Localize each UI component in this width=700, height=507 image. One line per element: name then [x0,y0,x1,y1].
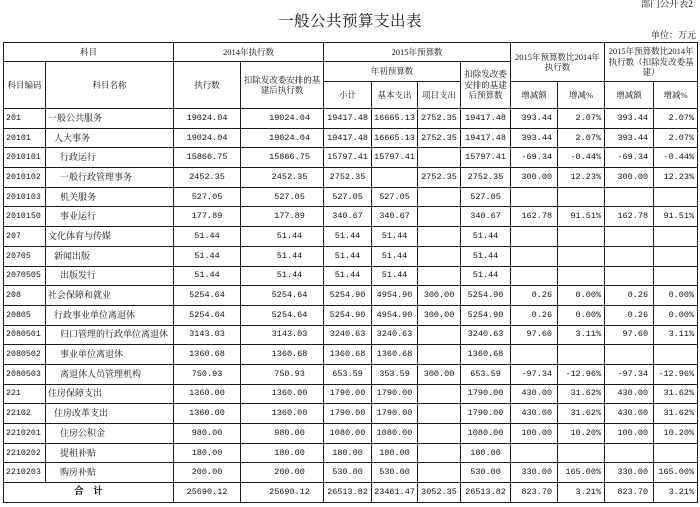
exec-2014-cell: 5254.64 [174,286,241,306]
subject-code-cell: 2080503 [4,364,46,384]
budget-subtotal-cell: 527.05 [324,187,372,207]
change-pct-excl-cell [654,246,698,266]
budget-basic-cell: 3240.63 [372,325,418,345]
header-change-amount-excl: 增减额 [605,82,654,109]
header-exec-excl: 扣除发改委安排的基建后执行数 [241,62,324,109]
table-row [4,286,698,306]
budget-project-cell: 300.00 [418,364,461,384]
table-row [4,404,698,424]
change-amount-cell: 97.60 [511,325,558,345]
budget-excl-cell: 340.67 [461,207,511,227]
budget-basic-cell: 1790.00 [372,384,418,404]
change-pct-cell: 3.11% [558,325,605,345]
budget-basic-cell: 4954.90 [372,305,418,325]
budget-basic-cell: 15797.41 [372,148,418,168]
subject-code-cell: 2210201 [4,424,46,444]
budget-basic-cell: 16665.13 [372,109,418,129]
subject-name-cell: 住房保障支出 [46,384,174,404]
change-pct-excl-cell: 165.00% [654,463,698,483]
budget-excl-cell: 15797.41 [461,148,511,168]
budget-subtotal-cell: 1360.68 [324,345,372,365]
change-amount-cell [511,266,558,286]
budget-excl-cell: 51.44 [461,227,511,247]
change-pct-cell: 31.62% [558,404,605,424]
change-amount-cell: 162.78 [511,207,558,227]
budget-subtotal-cell: 15797.41 [324,148,372,168]
change-pct-excl-cell: 3.11% [654,325,698,345]
budget-excl-cell: 1360.68 [461,345,511,365]
budget-basic-cell: 16665.13 [372,128,418,148]
budget-subtotal-cell: 19417.48 [324,109,372,129]
change-amount-cell: 100.00 [511,424,558,444]
header-change-pct-excl: 增减% [654,82,698,109]
exec-2014-cell: 180.00 [174,443,241,463]
change-amount-excl-cell: 100.00 [605,424,654,444]
header-subject-code: 科目编码 [4,62,46,109]
change-pct-cell [558,187,605,207]
budget-project-cell [418,266,461,286]
exec-2014-excl-cell: 19024.04 [241,109,324,129]
budget-excl-cell: 19417.48 [461,128,511,148]
header-exec: 执行数 [174,62,241,109]
budget-subtotal-cell: 3240.63 [324,325,372,345]
budget-project-cell [418,246,461,266]
change-amount-cell: 330.00 [511,463,558,483]
change-pct-excl-cell [654,345,698,365]
exec-2014-cell: 15866.75 [174,148,241,168]
change-pct-cell: 2.07% [558,128,605,148]
change-amount-excl-cell: 430.00 [605,384,654,404]
table-row [4,266,698,286]
budget-subtotal-cell: 1790.00 [324,384,372,404]
exec-2014-excl-cell: 200.00 [241,463,324,483]
change-amount-excl-cell: 330.00 [605,463,654,483]
budget-subtotal-cell: 51.44 [324,266,372,286]
table-row [4,364,698,384]
change-pct-cell [558,345,605,365]
subject-name-cell: 新闻出版 [46,246,174,266]
change-amount-excl-cell: 0.26 [605,305,654,325]
table-row [4,463,698,483]
change-pct-cell: 10.20% [558,424,605,444]
exec-2014-excl-cell: 180.00 [241,443,324,463]
header-diff-excl: 2015年预算数比2014年执行数（扣除发改委基建） [605,43,698,82]
table-row [4,345,698,365]
exec-2014-excl-cell: 51.44 [241,266,324,286]
change-amount-cell [511,187,558,207]
exec-2014-cell: 1360.00 [174,384,241,404]
total-row [4,483,698,503]
budget-project-cell [418,325,461,345]
budget-excl-cell: 1790.00 [461,404,511,424]
change-amount-excl-cell: -69.34 [605,148,654,168]
budget-project-cell: 300.00 [418,305,461,325]
budget-excl-cell: 527.05 [461,187,511,207]
table-row [4,227,698,247]
change-pct-excl-cell [654,266,698,286]
subject-code-cell: 2070505 [4,266,46,286]
change-pct-cell [558,227,605,247]
change-amount-cell: -97.34 [511,364,558,384]
exec-2014-excl-cell: 5254.64 [241,286,324,306]
change-pct-excl-cell: 0.00% [654,286,698,306]
change-pct-excl-cell: 2.07% [654,109,698,129]
change-pct-excl-cell [654,227,698,247]
exec-2014-cell: 2452.35 [174,168,241,188]
change-amount-excl-cell: 393.44 [605,109,654,129]
budget-project-cell [418,207,461,227]
exec-2014-cell: 1360.68 [174,345,241,365]
subject-name-cell: 机关服务 [46,187,174,207]
budget-basic-cell: 527.05 [372,187,418,207]
change-pct-cell: 165.00% [558,463,605,483]
change-amount-excl-cell [605,227,654,247]
exec-2014-cell: 980.00 [174,424,241,444]
table-row [4,148,698,168]
subject-name-cell: 购房补贴 [46,463,174,483]
budget-excl-cell: 51.44 [461,266,511,286]
exec-2014-cell: 1360.00 [174,404,241,424]
budget-project-cell [418,443,461,463]
table-body [4,109,698,503]
change-pct-excl-cell: 91.51% [654,207,698,227]
change-amount-excl-cell: 300.00 [605,168,654,188]
change-amount-cell: 300.00 [511,168,558,188]
header-row-1 [4,43,698,62]
budget-basic-cell [372,168,418,188]
change-amount-cell: 430.00 [511,404,558,424]
budget-excl-cell: 653.59 [461,364,511,384]
header-diff: 2015年预算数比2014年执行数 [511,43,605,82]
table-row [4,246,698,266]
subject-code-cell: 20805 [4,305,46,325]
change-pct-cell [558,443,605,463]
budget-project-cell [418,148,461,168]
budget-subtotal-cell: 180.00 [324,443,372,463]
budget-basic-cell: 180.00 [372,443,418,463]
subject-name-cell: 住房改革支出 [46,404,174,424]
exec-2014-excl-cell: 750.93 [241,364,324,384]
budget-excl-cell: 530.00 [461,463,511,483]
budget-basic-cell: 51.44 [372,266,418,286]
disclosure-table-number: 部门公开表2 [640,0,693,10]
change-pct-cell: 0.00% [558,286,605,306]
exec-2014-excl-cell: 15866.75 [241,148,324,168]
budget-subtotal-cell: 19417.48 [324,128,372,148]
change-amount-cell [511,227,558,247]
subject-code-cell: 2210203 [4,463,46,483]
budget-excl-cell: 2752.35 [461,168,511,188]
unit-label: 单位：万元 [650,30,696,40]
total-change-amount-excl-cell: 823.70 [605,483,654,503]
budget-excl-cell: 5254.90 [461,286,511,306]
budget-basic-cell: 1360.68 [372,345,418,365]
exec-2014-excl-cell: 19024.04 [241,128,324,148]
change-amount-cell [511,246,558,266]
budget-project-cell: 2752.35 [418,128,461,148]
exec-2014-excl-cell: 51.44 [241,246,324,266]
exec-2014-excl-cell: 5254.64 [241,305,324,325]
total-budget-excl-cell: 26513.82 [461,483,511,503]
table-row [4,168,698,188]
subject-name-cell: 提租补贴 [46,443,174,463]
change-amount-cell [511,345,558,365]
table-row [4,109,698,129]
change-amount-excl-cell [605,443,654,463]
change-amount-cell: 0.26 [511,286,558,306]
budget-basic-cell: 1790.00 [372,404,418,424]
table-row [4,187,698,207]
change-pct-excl-cell [654,443,698,463]
subject-name-cell: 事业单位离退休 [46,345,174,365]
table-row [4,443,698,463]
change-pct-excl-cell: -0.44% [654,148,698,168]
subject-code-cell: 2080502 [4,345,46,365]
change-pct-excl-cell: 31.62% [654,404,698,424]
change-amount-excl-cell: 0.26 [605,286,654,306]
change-amount-cell: -69.34 [511,148,558,168]
budget-basic-cell: 51.44 [372,246,418,266]
change-amount-excl-cell: 430.00 [605,404,654,424]
exec-2014-excl-cell: 980.00 [241,424,324,444]
change-amount-excl-cell: 97.60 [605,325,654,345]
change-amount-excl-cell: -97.34 [605,364,654,384]
subject-name-cell: 行政事业单位离退休 [46,305,174,325]
exec-2014-cell: 3143.03 [174,325,241,345]
change-pct-excl-cell: 12.23% [654,168,698,188]
table-row [4,384,698,404]
exec-2014-excl-cell: 1360.00 [241,384,324,404]
exec-2014-excl-cell: 2452.35 [241,168,324,188]
change-pct-cell: -0.44% [558,148,605,168]
budget-subtotal-cell: 51.44 [324,227,372,247]
exec-2014-cell: 5254.64 [174,305,241,325]
budget-excl-cell: 5254.90 [461,305,511,325]
total-budget-project-cell: 3052.35 [418,483,461,503]
budget-project-cell: 2752.35 [418,109,461,129]
page-title: 一般公共预算支出表 [277,13,422,30]
budget-excl-cell: 1790.00 [461,384,511,404]
change-pct-excl-cell: 10.20% [654,424,698,444]
exec-2014-cell: 19024.04 [174,128,241,148]
exec-2014-cell: 51.44 [174,227,241,247]
total-exec-2014-excl-cell: 25690.12 [241,483,324,503]
subject-code-cell: 2010150 [4,207,46,227]
budget-subtotal-cell: 51.44 [324,246,372,266]
budget-subtotal-cell: 1790.00 [324,404,372,424]
subject-code-cell: 207 [4,227,46,247]
budget-subtotal-cell: 340.67 [324,207,372,227]
change-amount-cell: 393.44 [511,128,558,148]
budget-project-cell: 2752.35 [418,168,461,188]
total-exec-2014-cell: 25690.12 [174,483,241,503]
change-amount-excl-cell: 393.44 [605,128,654,148]
subject-code-cell: 2010102 [4,168,46,188]
table-row [4,305,698,325]
header-project: 项目支出 [418,82,461,109]
subject-name-cell: 人大事务 [46,128,174,148]
change-pct-cell: 91.51% [558,207,605,227]
subject-name-cell: 离退休人员管理机构 [46,364,174,384]
change-amount-cell [511,443,558,463]
subject-name-cell: 事业运行 [46,207,174,227]
subject-code-cell: 20705 [4,246,46,266]
change-amount-cell: 0.26 [511,305,558,325]
change-amount-excl-cell [605,266,654,286]
budget-subtotal-cell: 1080.00 [324,424,372,444]
budget-project-cell: 300.00 [418,286,461,306]
exec-2014-excl-cell: 51.44 [241,227,324,247]
subject-code-cell: 221 [4,384,46,404]
header-change-pct: 增减% [558,82,605,109]
subject-code-cell: 208 [4,286,46,306]
exec-2014-excl-cell: 3143.03 [241,325,324,345]
budget-basic-cell: 1080.00 [372,424,418,444]
change-pct-excl-cell: -12.96% [654,364,698,384]
change-pct-cell: 2.07% [558,109,605,129]
total-budget-subtotal-cell: 26513.82 [324,483,372,503]
header-subtotal: 小计 [324,82,372,109]
subject-code-cell: 2010103 [4,187,46,207]
change-pct-cell: -12.96% [558,364,605,384]
subject-code-cell: 201 [4,109,46,129]
header-change-amount: 增减额 [511,82,558,109]
budget-subtotal-cell: 2752.35 [324,168,372,188]
header-basic: 基本支出 [372,82,418,109]
subject-name-cell: 行政运行 [46,148,174,168]
budget-project-cell [418,424,461,444]
exec-2014-cell: 527.05 [174,187,241,207]
total-budget-basic-cell: 23461.47 [372,483,418,503]
change-amount-excl-cell [605,345,654,365]
subject-code-cell: 2080501 [4,325,46,345]
budget-basic-cell: 340.67 [372,207,418,227]
total-change-amount-cell: 823.70 [511,483,558,503]
change-pct-cell [558,246,605,266]
subject-code-cell: 2010101 [4,148,46,168]
subject-code-cell: 22102 [4,404,46,424]
budget-project-cell [418,345,461,365]
exec-2014-excl-cell: 527.05 [241,187,324,207]
change-pct-excl-cell: 31.62% [654,384,698,404]
budget-project-cell [418,463,461,483]
header-exec-2014: 2014年执行数 [174,43,324,62]
budget-subtotal-cell: 5254.90 [324,286,372,306]
budget-excl-cell: 180.00 [461,443,511,463]
change-amount-excl-cell: 162.78 [605,207,654,227]
exec-2014-cell: 200.00 [174,463,241,483]
total-label: 合 计 [4,483,174,503]
subject-name-cell: 文化体育与传媒 [46,227,174,247]
header-budget-excl: 扣除发改委安排的基建后预算数 [461,62,511,109]
table-row [4,207,698,227]
budget-project-cell [418,404,461,424]
budget-excl-cell: 51.44 [461,246,511,266]
subject-name-cell: 社会保障和就业 [46,286,174,306]
budget-excl-cell: 3240.63 [461,325,511,345]
subject-code-cell: 2210202 [4,443,46,463]
exec-2014-excl-cell: 1360.00 [241,404,324,424]
exec-2014-cell: 177.89 [174,207,241,227]
change-pct-excl-cell: 0.00% [654,305,698,325]
header-budget-2015: 2015年预算数 [324,43,511,62]
header-initial-budget: 年初预算数 [324,62,461,82]
subject-code-cell: 20101 [4,128,46,148]
table-row [4,424,698,444]
total-change-pct-excl-cell: 3.21% [654,483,698,503]
exec-2014-excl-cell: 1360.68 [241,345,324,365]
subject-name-cell: 一般公共服务 [46,109,174,129]
subject-name-cell: 一般行政管理事务 [46,168,174,188]
budget-basic-cell: 353.59 [372,364,418,384]
exec-2014-cell: 750.93 [174,364,241,384]
table-row [4,325,698,345]
subject-name-cell: 住房公积金 [46,424,174,444]
budget-basic-cell: 530.00 [372,463,418,483]
table-header [4,43,698,109]
budget-excl-cell: 19417.48 [461,109,511,129]
exec-2014-cell: 19024.04 [174,109,241,129]
budget-project-cell [418,187,461,207]
change-pct-cell: 12.23% [558,168,605,188]
change-pct-cell [558,266,605,286]
exec-2014-cell: 51.44 [174,246,241,266]
change-amount-cell: 393.44 [511,109,558,129]
exec-2014-excl-cell: 177.89 [241,207,324,227]
subject-name-cell: 归口管理的行政单位离退休 [46,325,174,345]
budget-excl-cell: 1080.00 [461,424,511,444]
change-amount-excl-cell [605,187,654,207]
budget-basic-cell: 51.44 [372,227,418,247]
budget-subtotal-cell: 5254.90 [324,305,372,325]
total-change-pct-cell: 3.21% [558,483,605,503]
exec-2014-cell: 51.44 [174,266,241,286]
change-pct-excl-cell: 2.07% [654,128,698,148]
header-subject: 科目 [4,43,174,62]
budget-subtotal-cell: 653.59 [324,364,372,384]
table-row [4,128,698,148]
budget-subtotal-cell: 530.00 [324,463,372,483]
budget-basic-cell: 4954.90 [372,286,418,306]
budget-project-cell [418,227,461,247]
change-pct-cell: 0.00% [558,305,605,325]
budget-expenditure-table [3,42,698,503]
budget-project-cell [418,384,461,404]
change-amount-cell: 430.00 [511,384,558,404]
subject-name-cell: 出版发行 [46,266,174,286]
change-amount-excl-cell [605,246,654,266]
header-subject-name: 科目名称 [46,62,174,109]
change-pct-excl-cell [654,187,698,207]
change-pct-cell: 31.62% [558,384,605,404]
